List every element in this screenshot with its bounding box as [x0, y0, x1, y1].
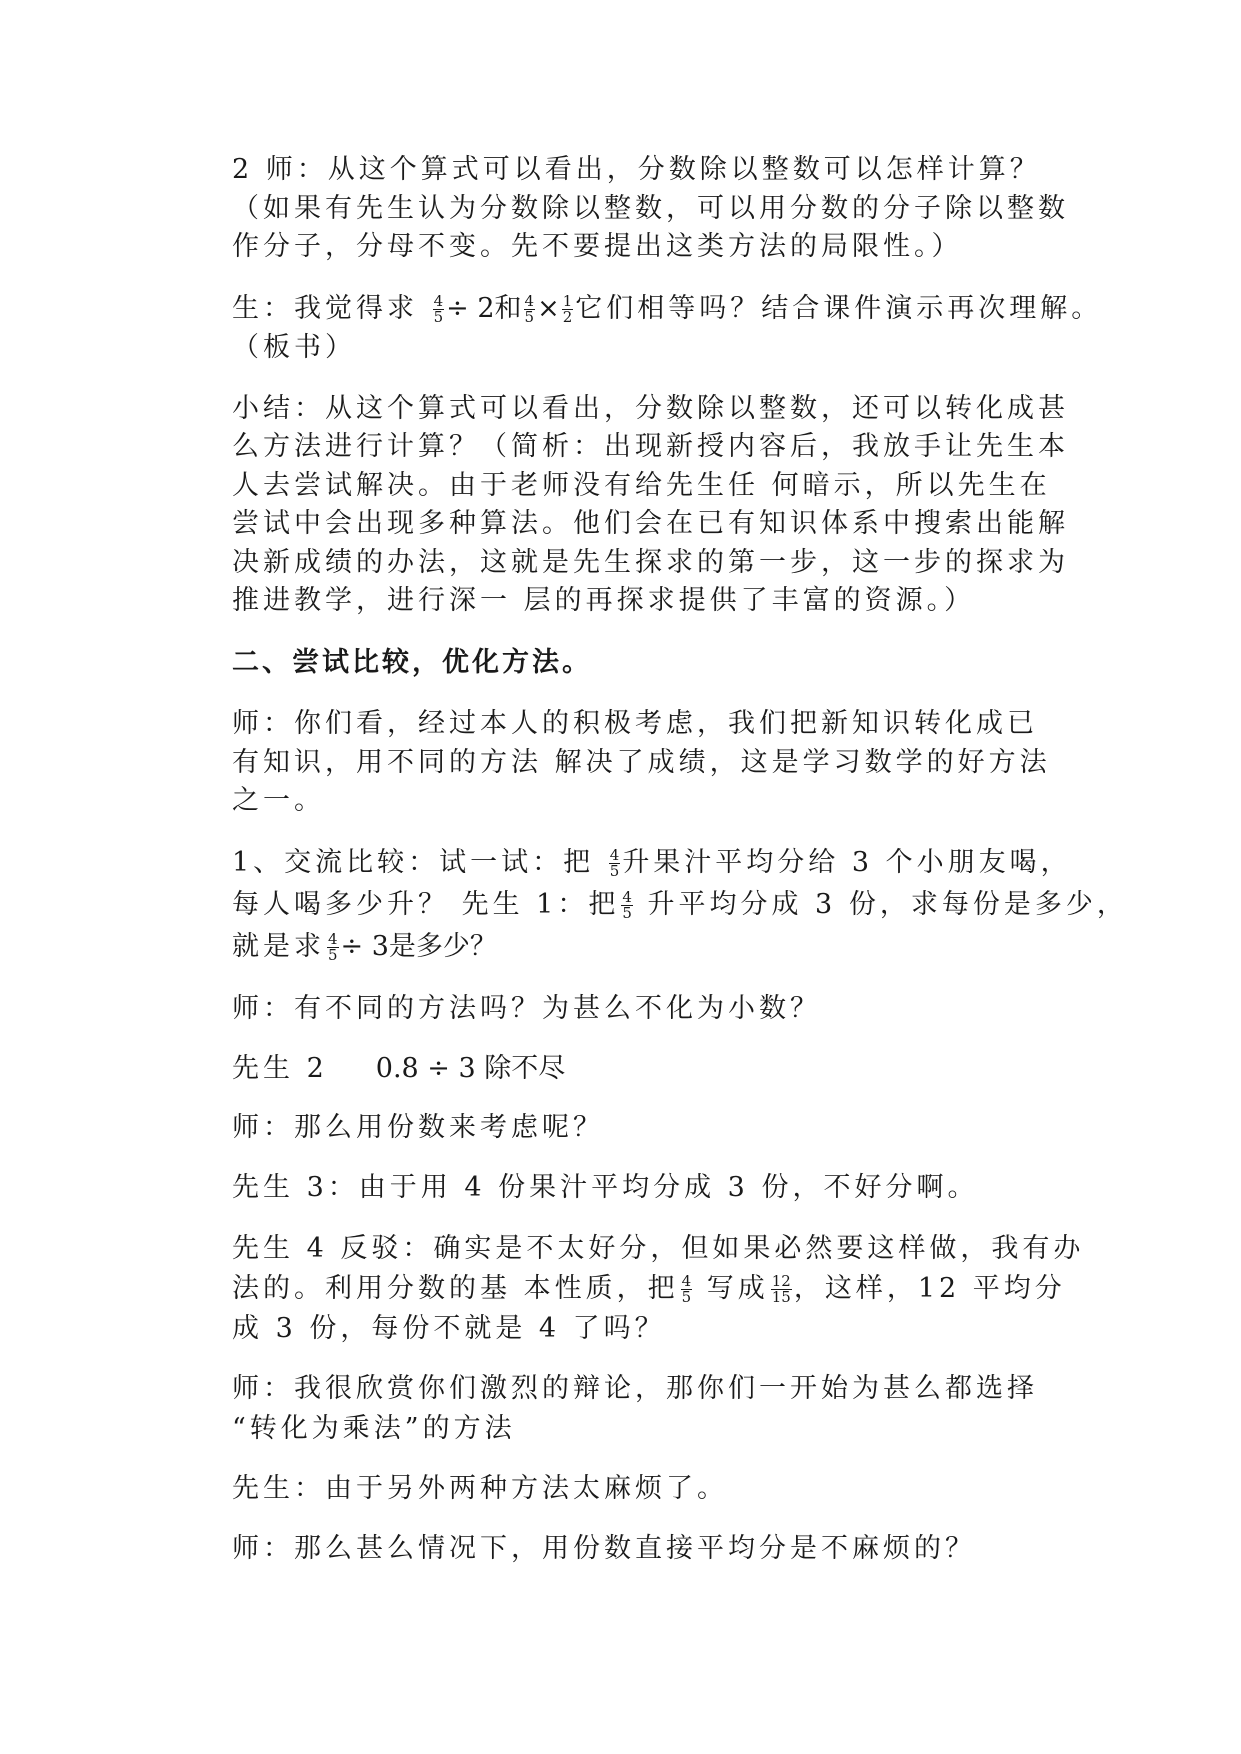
paragraph-line: 么方法进行计算？（简析：出现新授内容后，我放手让先生本 [232, 431, 1069, 462]
text-segment: 它们相等吗？结合课件演示再次理解。 [575, 293, 1103, 324]
fraction-denominator: 5 [524, 308, 535, 326]
fraction [681, 1274, 693, 1305]
paragraph-line: 师：那么甚么情况下，用份数直接平均分是不麻烦的？ [232, 1533, 976, 1564]
text-segment: ÷ 3是多少？ [340, 931, 497, 962]
fraction-numerator: 4 [433, 292, 444, 310]
paragraph-line: 师：那么用份数来考虑呢？ [232, 1112, 604, 1143]
paragraph-line: 先生：由于另外两种方法太麻烦了。 [232, 1473, 728, 1504]
paragraph-line: 之一。 [232, 785, 325, 816]
fraction [433, 294, 445, 325]
fraction-numerator: 4 [328, 930, 338, 948]
fraction-denominator: 5 [609, 862, 620, 880]
paragraph-line: 2 师：从这个算式可以看出，分数除以整数可以怎样计算？ [232, 154, 1041, 185]
paragraph-line-with-fractions [232, 1271, 1066, 1307]
fraction [524, 294, 536, 325]
text-segment: 生：我觉得求 [232, 293, 431, 324]
paragraph-line: 决新成绩的办法，这就是先生探求的第一步，这一步的探求为 [232, 547, 1069, 578]
text-segment: 就是求 [232, 931, 325, 962]
paragraph-line: 推进教学，进行深一 层的再探求提供了丰富的资源。） [232, 585, 976, 616]
text-segment: ÷ 2和 [446, 293, 522, 324]
paragraph-line: 有知识，用不同的方法 解决了成绩，这是学习数学的好方法 [232, 747, 1051, 778]
text-segment: 升果汁平均分给 3 个小朋友喝， [622, 847, 1072, 878]
text-segment: 法的。利用分数的基 本性质，把 [232, 1273, 679, 1304]
text-segment: 先生 2 [232, 1053, 328, 1084]
fraction [327, 932, 339, 963]
fraction-numerator: 12 [771, 1272, 791, 1290]
paragraph-line: 成 3 份，每份不就是 4 了吗？ [232, 1313, 666, 1344]
paragraph-line: 作分子，分母不变。先不要提出这类方法的局限性。） [232, 231, 963, 262]
fraction-denominator: 5 [328, 946, 338, 964]
paragraph-line-with-fractions [232, 929, 497, 965]
fraction-denominator: 15 [771, 1288, 791, 1306]
paragraph-line: “转化为乘法”的方法 [232, 1413, 516, 1444]
text-segment: 升平均分成 3 份，求每份是多少， [634, 889, 1128, 920]
fraction-denominator: 5 [433, 308, 444, 326]
text-segment: 0.8 ÷ 3 除不尽 [375, 1053, 566, 1084]
paragraph-line [232, 1051, 565, 1087]
paragraph-line: 先生 3：由于用 4 份果汁平均分成 3 份，不好分啊。 [232, 1172, 979, 1203]
fraction-numerator: 4 [681, 1272, 692, 1290]
text-segment: 每人喝多少升？ 先生 1：把 [232, 889, 620, 920]
section-heading: 二、尝试比较，优化方法。 [232, 647, 592, 678]
fraction [609, 848, 621, 879]
paragraph-line: （如果有先生认为分数除以整数，可以用分数的分子除以整数 [232, 193, 1069, 224]
paragraph-line: 人去尝试解决。由于老师没有给先生任 何暗示，所以先生在 [232, 470, 1051, 501]
paragraph-line: 先生 4 反驳：确实是不太好分，但如果必然要这样做，我有办 [232, 1233, 1085, 1264]
fraction [621, 890, 633, 921]
fraction [562, 294, 574, 325]
fraction-denominator: 5 [622, 904, 632, 922]
text-segment: × [537, 293, 560, 324]
fraction [771, 1274, 792, 1305]
paragraph-line: （板书） [232, 332, 356, 363]
fraction-denominator: 5 [681, 1288, 692, 1306]
fraction-numerator: 4 [622, 888, 632, 906]
paragraph-line: 尝试中会出现多种算法。他们会在已有知识体系中搜索出能解 [232, 508, 1069, 539]
text-segment: ，这样，12 平均分 [793, 1273, 1066, 1304]
fraction-numerator: 4 [524, 292, 535, 310]
paragraph-line: 小结：从这个算式可以看出，分数除以整数，还可以转化成甚 [232, 393, 1069, 424]
paragraph-line: 师：有不同的方法吗？为甚么不化为小数？ [232, 993, 821, 1024]
paragraph-line-with-fractions [232, 291, 1102, 327]
fraction-numerator: 4 [609, 846, 620, 864]
paragraph-line: 师：你们看，经过本人的积极考虑，我们把新知识转化成已 [232, 708, 1038, 739]
paragraph-line-with-fractions [232, 887, 1128, 923]
paragraph-line: 师：我很欣赏你们激烈的辩论，那你们一开始为甚么都选择 [232, 1373, 1038, 1404]
text-segment: 1、交流比较：试一试：把 [232, 847, 607, 878]
fraction-numerator: 1 [562, 292, 573, 310]
paragraph-line-with-fractions [232, 845, 1072, 881]
fraction-denominator: 2 [562, 308, 573, 326]
text-segment: 写成 [694, 1273, 769, 1304]
